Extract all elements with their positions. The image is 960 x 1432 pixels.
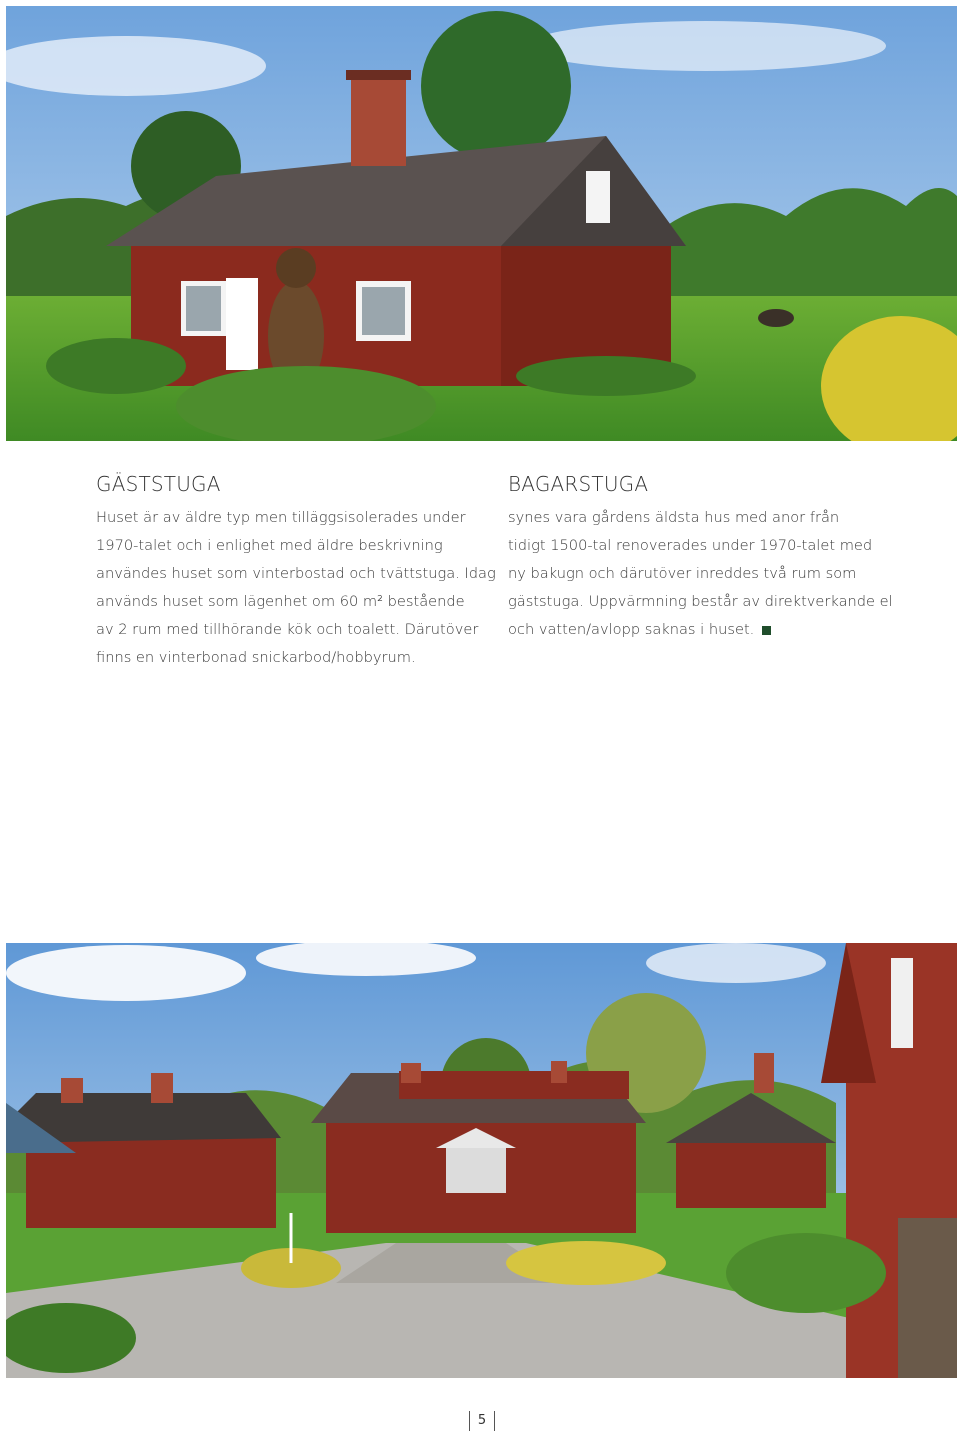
section-body (508, 504, 928, 644)
body-line: ny bakugn och därutöver inreddes två rum som (508, 565, 857, 582)
body-line: finns en vinterbonad snickarbod/hobbyrum. (96, 649, 416, 666)
cottage-photo (6, 6, 957, 441)
section-bagarstuga (508, 470, 928, 644)
body-line: av 2 rum med tillhörande kök och toalett. Därutöver (96, 621, 479, 638)
section-body (96, 504, 496, 672)
farmyard-photo (6, 943, 957, 1378)
body-line: synes vara gårdens äldsta hus med anor från (508, 509, 840, 526)
section-gaststuga (96, 470, 496, 672)
body-line: användes huset som vinterbostad och tvättstuga. Idag (96, 565, 496, 582)
body-line: och vatten/avlopp saknas i huset. (508, 621, 755, 638)
body-line-last (508, 616, 928, 644)
page-number: 5 (469, 1411, 495, 1431)
body-line: Huset är av äldre typ men tilläggsisolerades under (96, 509, 466, 526)
body-line: 1970-talet och i enlighet med äldre beskrivning (96, 537, 443, 554)
section-heading: GÄSTSTUGA (96, 472, 221, 496)
section-heading: BAGARSTUGA (508, 472, 649, 496)
body-line: gäststuga. Uppvärmning består av direktverkande el (508, 593, 893, 610)
body-line: tidigt 1500-tal renoverades under 1970-talet med (508, 537, 873, 554)
end-of-article-mark (762, 626, 771, 635)
body-line: används huset som lägenhet om 60 m² bestående (96, 593, 465, 610)
